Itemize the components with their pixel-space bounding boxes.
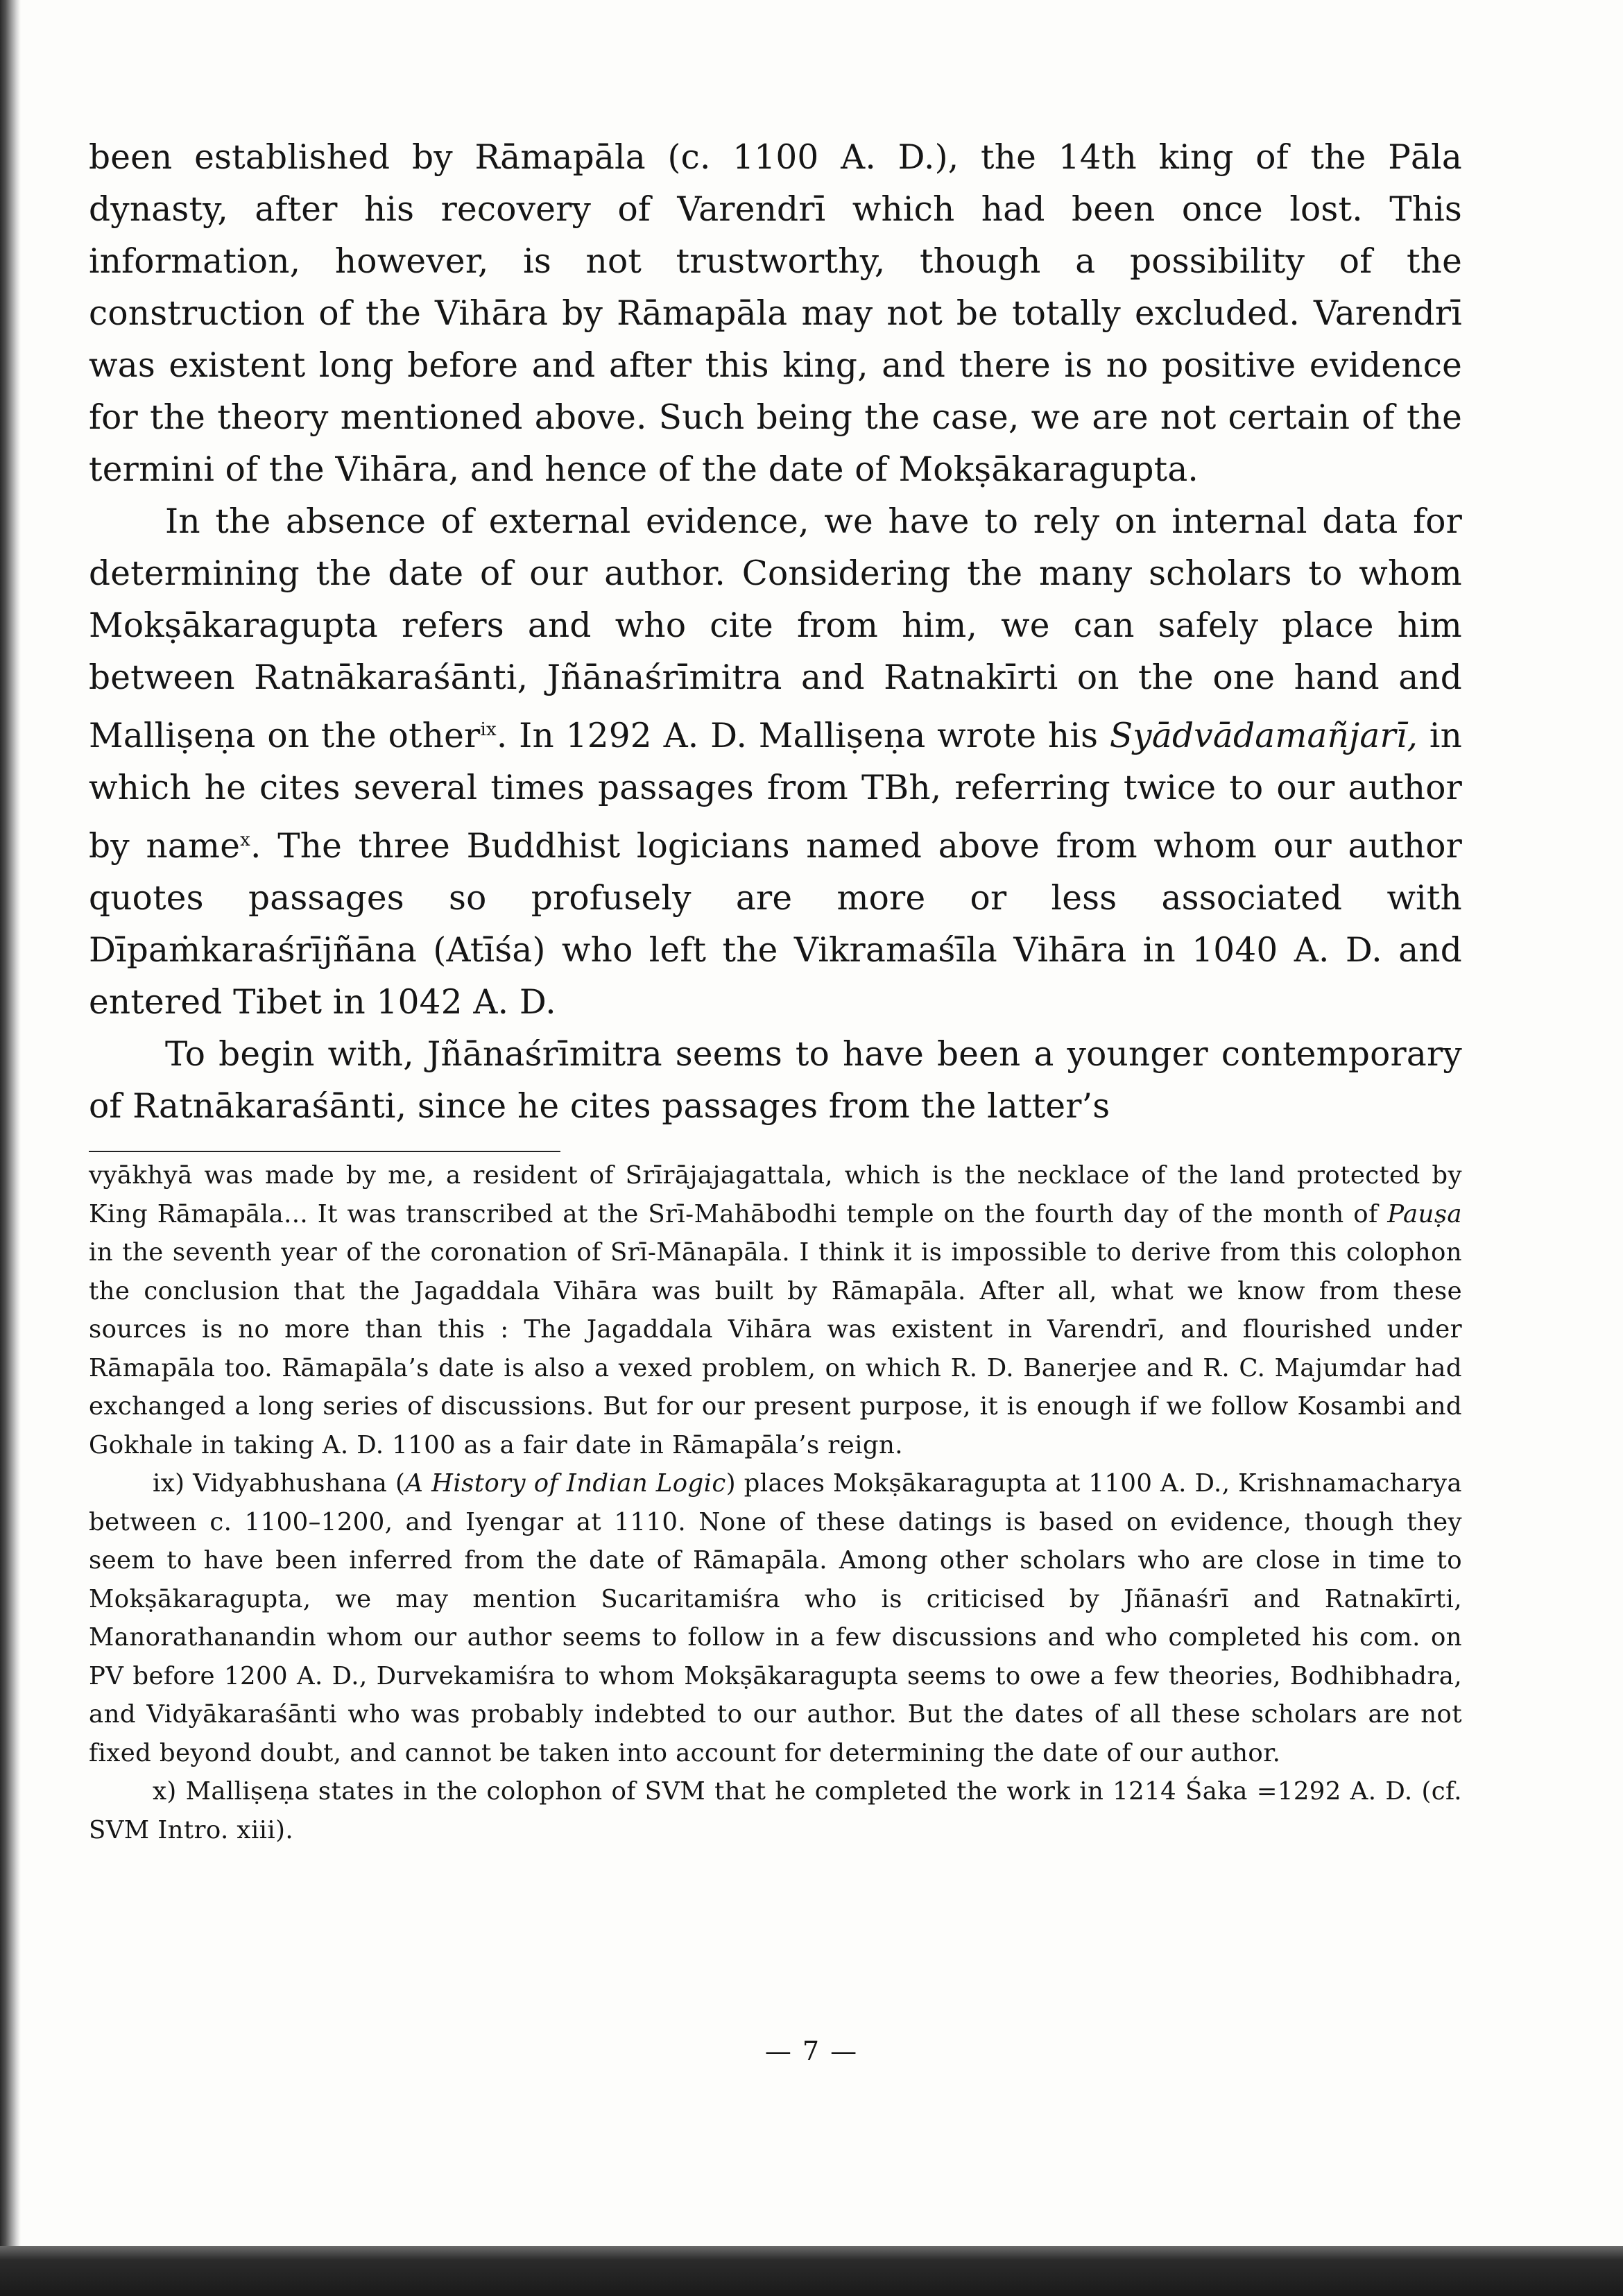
main-text — [89, 132, 1462, 1133]
month-pausa: Pauṣa — [1387, 1199, 1462, 1228]
footnote-rule — [89, 1151, 560, 1152]
paragraph-2-text-b: . In 1292 A. D. Malliṣeṇa wrote his — [496, 717, 1110, 756]
paragraph-3-text: To begin with, Jñānaśrīmitra seems to have been a younger contemporary of Ratnākaraśānti, since he cites passages from the latter’s — [89, 1035, 1462, 1126]
footnote-x — [89, 1772, 1462, 1849]
scan-bottom-band — [0, 2246, 1623, 2296]
footnote-ref-ix: ix — [480, 719, 497, 740]
paragraph-3 — [89, 1029, 1462, 1133]
work-title-syadvadamanjari: Syādvādamañjarī, — [1109, 717, 1418, 756]
scan-binding-shadow — [0, 0, 21, 2296]
footnote-continued — [89, 1156, 1462, 1464]
paragraph-2 — [89, 496, 1462, 1029]
footnote-continued-text-b: in the seventh year of the coronation of Srī-Mānapāla. I think it is impossible to derive from this colophon the conclusion that the Jagaddala Vihāra was built by Rāmapāla. After all, what we know from these sources is no more than this : The Jagaddala Vihāra was existent in Varendrī, and flourished under Rāmapāla too. Rāmapāla’s date is also a vexed problem, on which R. D. Banerjee and R. C. Majumdar had exchanged a long series of discussions. But for our present purpose, it is enough if we follow Kosambi and Gokhale in taking A. D. 1100 as a fair date in Rāmapāla’s reign. — [89, 1238, 1462, 1459]
footnote-x-text: x) Malliṣeṇa states in the colophon of SVM that he completed the work in 1214 Śaka =1292 A. D. (cf. SVM Intro. xiii). — [89, 1777, 1462, 1844]
work-title-history-indian-logic: A History of Indian Logic — [405, 1469, 726, 1498]
footnote-ix-text-a: ix) Vidyabhushana ( — [153, 1469, 406, 1498]
page-number: — 7 — — [764, 2036, 859, 2066]
footnotes — [89, 1156, 1462, 1849]
paragraph-2-text-a: In the absence of external evidence, we have to rely on internal data for determining the date of our author. Considering the many scholars to whom Mokṣākaragupta refers and who cite from him, we can safely place him between Ratnākaraśānti, Jñānaśrīmitra and Ratnakīrti on the one hand and Malliṣeṇa on the other — [89, 502, 1462, 756]
paragraph-2-text-d: . The three Buddhist logicians named above from whom our author quotes passages so profusely are more or less associated with Dīpaṁkaraśrījñāna (Atīśa) who left the Vikramaśīla Vihāra in 1040 A. D. and entered Tibet in 1042 A. D. — [89, 827, 1462, 1022]
footnote-ref-x: x — [240, 830, 250, 851]
paragraph-2-text-c: in which he cites several times passages from TBh, referring twice to our author by name — [89, 717, 1463, 866]
footnote-ix — [89, 1464, 1462, 1772]
footnote-ix-text-b: ) places Mokṣākaragupta at 1100 A. D., Krishnamacharya between c. 1100–1200, and Iyengar at 1110. None of these datings is based on evidence, though they seem to have been inferred from the date of Rāmapāla. Among other scholars who are close in time to Mokṣākaragupta, we may mention Sucaritamiśra who is criticised by Jñānaśrī and Ratnakīrti, Manorathanandin whom our author seems to follow in a few discussions and who completed his com. on PV before 1200 A. D., Durvekamiśra to whom Mokṣākaragupta seems to owe a few theories, Bodhibhadra, and Vidyākaraśānti who was probably indebted to our author. But the dates of all these scholars are not fixed beyond doubt, and cannot be taken into account for determining the date of our author. — [89, 1469, 1462, 1767]
paragraph-1 — [89, 132, 1462, 496]
book-page — [89, 132, 1462, 1849]
paragraph-1-text: been established by Rāmapāla (c. 1100 A. D.), the 14th king of the Pāla dynasty, after his recovery of Varendrī which had been once lost. This information, however, is not trustworthy, though a possibility of the construction of the Vihāra by Rāmapāla may not be totally excluded. Varendrī was existent long before and after this king, and there is no positive evidence for the theory mentioned above. Such being the case, we are not certain of the termini of the Vihāra, and hence of the date of Mokṣākaragupta. — [89, 138, 1462, 489]
footnote-continued-text-a: vyākhyā was made by me, a resident of Srīrājajagattala, which is the necklace of the land protected by King Rāmapāla... It was transcribed at the Srī-Mahābodhi temple on the fourth day of the month of — [89, 1161, 1462, 1228]
